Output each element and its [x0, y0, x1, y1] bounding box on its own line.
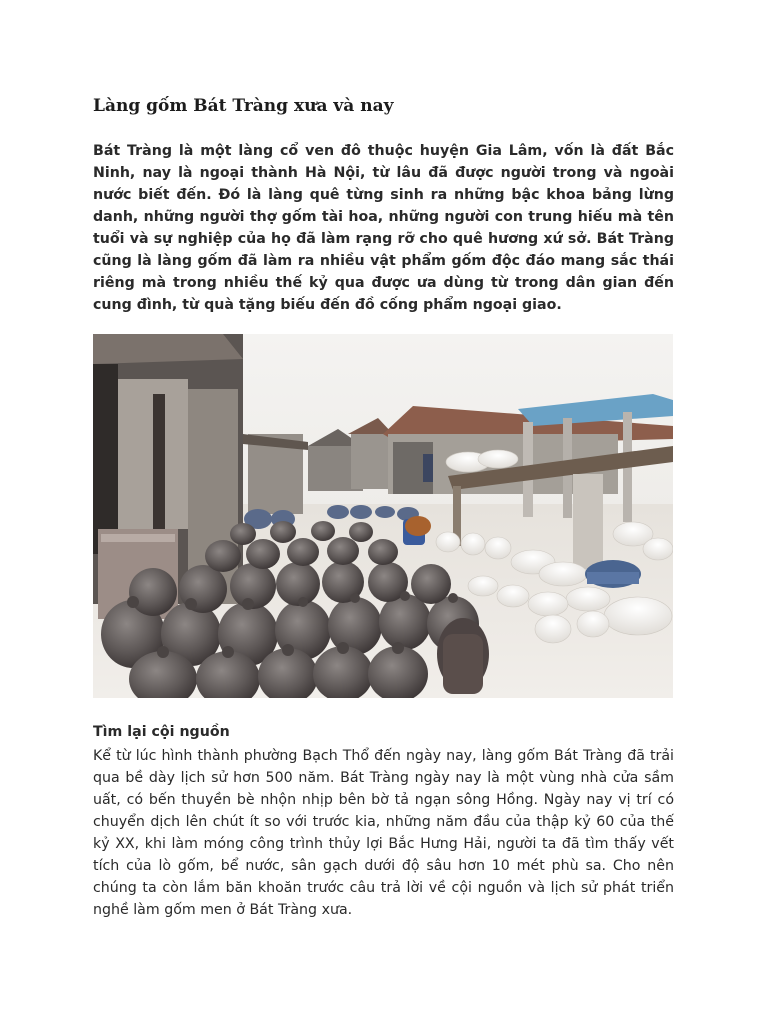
section-heading: Tìm lại cội nguồn: [93, 724, 230, 740]
intro-paragraph: Bát Tràng là một làng cổ ven đô thuộc huyện Gia Lâm, vốn là đất Bắc Ninh, nay là ngoại thành Hà Nội, từ lâu đã được người trong và ngoài nước biết đến. Đó là làng quê từng sinh ra những bậc khoa bảng lừng danh, những người thợ gốm tài hoa, những người con trung hiếu mà tên tuổi và sự nghiệp của họ đã làm rạng rỡ cho quê hương xứ sở. Bát Tràng cũng là làng gốm đã làm ra nhiều vật phẩm gốm độc đáo mang sắc thái riêng mà trong nhiều thế kỷ qua được ưa dùng từ trong dân gian đến cung đình, từ quà tặng biếu đến đồ cống phẩm ngoại giao.: [93, 143, 674, 313]
document-title: Làng gốm Bát Tràng xưa và nay: [93, 96, 394, 116]
pottery-village-photo: [93, 334, 673, 698]
section-body-paragraph: Kể từ lúc hình thành phường Bạch Thổ đến ngày nay, làng gốm Bát Tràng đã trải qua bề dày lịch sử hơn 500 năm. Bát Tràng ngày nay là một vùng nhà cửa sầm uất, có bến thuyền bè nhộn nhịp bên bờ tả ngạn sông Hồng. Ngày nay vị trí có chuyển dịch lên chút ít so với trước kia, những năm đầu của thập kỷ 60 của thế kỷ XX, khi làm móng công trình thủy lợi Bắc Hưng Hải, người ta đã tìm thấy vết tích của lò gốm, bể nước, sân gạch dưới độ sâu hơn 10 mét phù sa. Cho nên chúng ta còn lắm băn khoăn trước câu trả lời về cội nguồn và lịch sử phát triển nghề làm gốm men ở Bát Tràng xưa.: [93, 748, 674, 918]
